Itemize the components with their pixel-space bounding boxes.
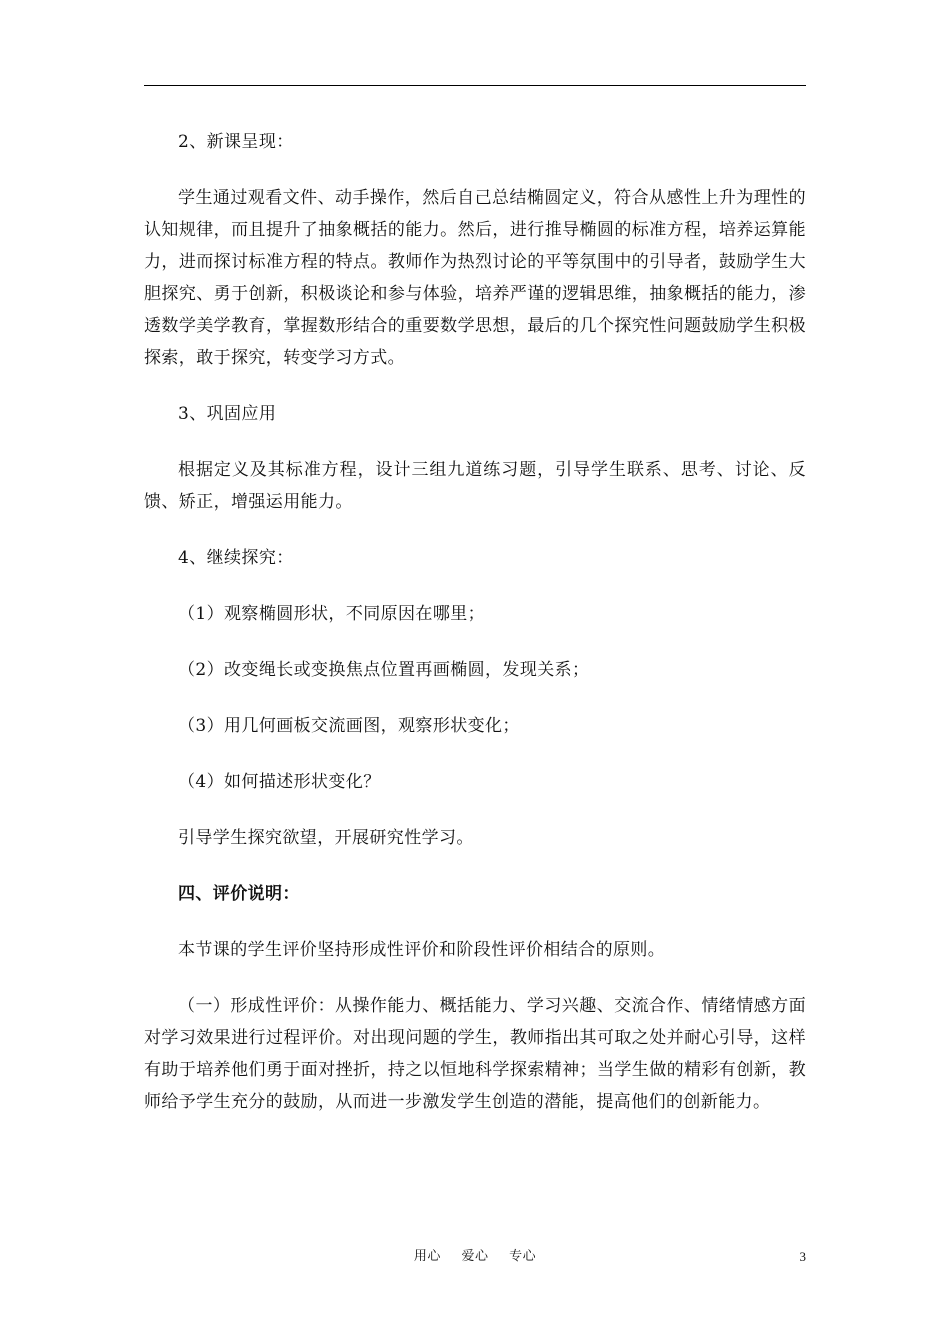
footer-motto-item: 爱心: [461, 1249, 489, 1264]
footer-motto: [0, 1248, 950, 1266]
formative-evaluation: （一）形成性评价：从操作能力、概括能力、学习兴趣、交流合作、情绪情感方面对学习效果进行过程评价。对出现问题的学生，教师指出其可取之处并耐心引导，这样有助于培养他们勇于面对挫折，持之以恒地科学探索精神；当学生做的精彩有创新，教师给予学生充分的鼓励，从而进一步激发学生创造的潜能，提高他们的创新能力。: [144, 996, 806, 1112]
list-item: （3）用几何画板交流画图，观察形状变化；: [178, 716, 520, 736]
evaluation-heading: 四、评价说明：: [178, 884, 300, 904]
section-3-heading: 3、巩固应用: [178, 404, 277, 424]
section-2-heading: 2、新课呈现：: [178, 132, 294, 152]
section-3-body: 根据定义及其标准方程，设计三组九道练习题，引导学生联系、思考、讨论、反馈、矫正，增强运用能力。: [144, 460, 806, 512]
section-4-heading: 4、继续探究：: [178, 548, 294, 568]
footer-motto-item: 专心: [509, 1249, 537, 1264]
section-2-body: 学生通过观看文件、动手操作，然后自己总结椭圆定义，符合从感性上升为理性的认知规律，而且提升了抽象概括的能力。然后，进行推导椭圆的标准方程，培养运算能力，进而探讨标准方程的特点。教师作为热烈讨论的平等氛围中的引导者，鼓励学生大胆探究、勇于创新，积极谈论和参与体验，培养严谨的逻辑思维，抽象概括的能力，渗透数学美学教育，掌握数形结合的重要数学思想，最后的几个探究性问题鼓励学生积极探索，敢于探究，转变学习方式。: [144, 188, 806, 368]
header-rule: [144, 85, 806, 86]
section-4-closing: 引导学生探究欲望，开展研究性学习。: [178, 828, 474, 848]
list-item: （1）观察椭圆形状，不同原因在哪里；: [178, 604, 486, 624]
document-body: [144, 126, 806, 1118]
list-item: （4）如何描述形状变化？: [178, 772, 381, 792]
page-number: 3: [799, 1249, 806, 1264]
evaluation-intro: 本节课的学生评价坚持形成性评价和阶段性评价相结合的原则。: [178, 940, 666, 960]
list-item: （2）改变绳长或变换焦点位置再画椭圆，发现关系；: [178, 660, 590, 680]
footer-motto-item: 用心: [413, 1249, 441, 1264]
